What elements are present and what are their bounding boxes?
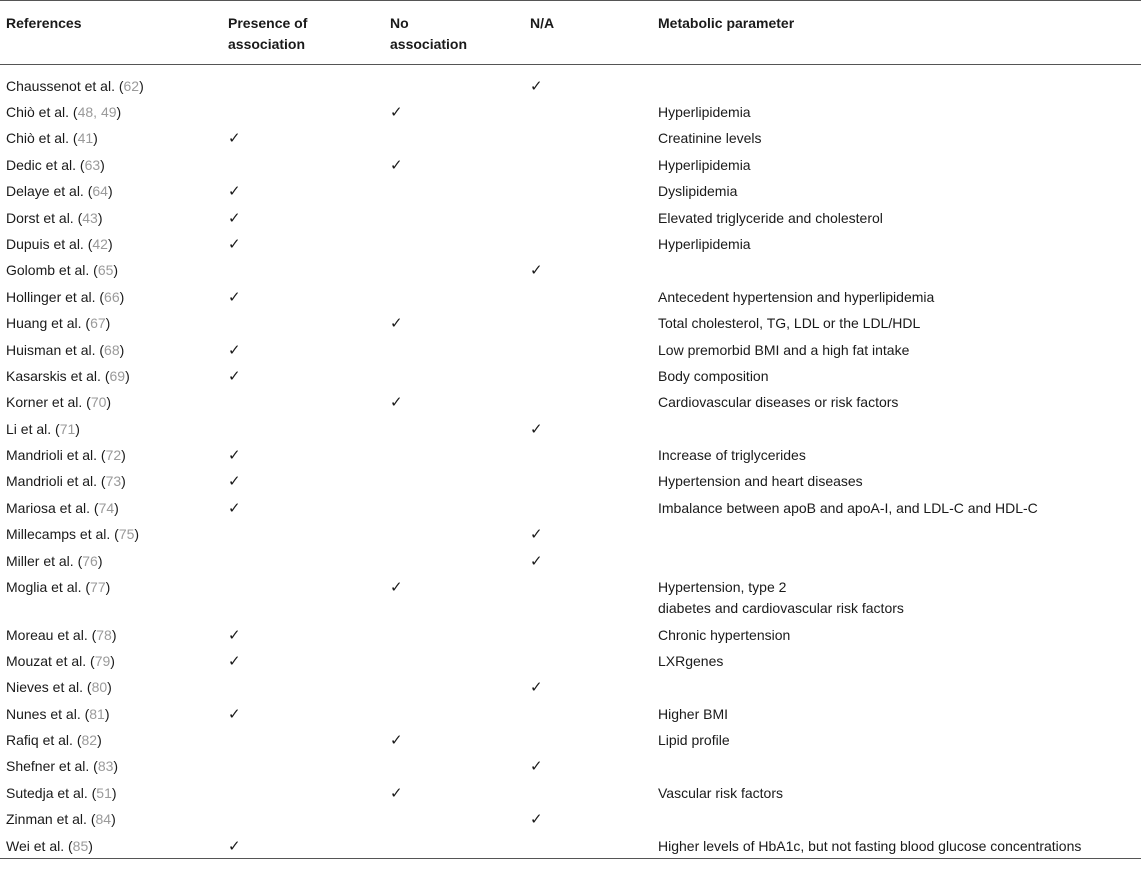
reference-author: Golomb et al. ( — [6, 262, 98, 279]
presence-of-association-cell — [222, 805, 384, 831]
reference-citation-link[interactable]: 67 — [90, 315, 106, 332]
reference-cell — [0, 832, 222, 859]
checkmark-icon: ✓ — [228, 446, 241, 465]
checkmark-icon: ✓ — [228, 340, 241, 359]
metabolic-parameter-cell: Increase of triglycerides — [658, 447, 806, 464]
checkmark-icon: ✓ — [228, 472, 241, 491]
reference-cell — [0, 309, 222, 335]
na-cell — [524, 726, 652, 752]
no-association-cell — [384, 520, 524, 546]
reference-author: Wei et al. ( — [6, 837, 73, 854]
no-association-cell — [384, 177, 524, 203]
presence-of-association-cell — [222, 700, 384, 726]
metabolic-parameter-cell: Hypertension and heart diseases — [658, 473, 863, 490]
reference-citation-link[interactable]: 66 — [104, 288, 120, 305]
metabolic-parameter-cell: Low premorbid BMI and a high fat intake — [658, 341, 910, 358]
reference-closing-paren: ) — [97, 552, 103, 569]
table-row — [0, 151, 1141, 177]
reference-cell — [0, 547, 222, 573]
table-row — [0, 283, 1141, 309]
table-row — [0, 700, 1141, 726]
reference-citation-link[interactable]: 83 — [97, 758, 114, 775]
checkmark-icon: ✓ — [390, 103, 403, 121]
checkmark-icon: ✓ — [228, 498, 241, 517]
table-row — [0, 647, 1141, 673]
na-cell — [524, 230, 652, 256]
presence-of-association-cell — [222, 779, 384, 805]
reference-author: Dorst et al. ( — [6, 209, 83, 226]
metabolic-parameter-cell: Total cholesterol, TG, LDL or the LDL/HDL — [658, 315, 921, 332]
checkmark-icon: ✓ — [228, 129, 241, 148]
metabolic-parameter-cell: LXRgenes — [658, 652, 724, 669]
metabolic-parameter-cell: Chronic hypertension — [658, 626, 791, 643]
no-association-cell — [384, 283, 524, 309]
metabolic-parameter-cell: Antecedent hypertension and hyperlipidemia — [658, 288, 935, 305]
reference-cell — [0, 336, 222, 362]
reference-author: Rafiq et al. ( — [6, 732, 82, 749]
na-cell — [524, 673, 652, 699]
metabolic-parameter-cell — [652, 805, 1141, 831]
reference-closing-paren: ) — [97, 732, 102, 749]
reference-author: Chiò et al. ( — [6, 104, 78, 120]
reference-cell — [0, 256, 222, 282]
reference-closing-paren: ) — [113, 262, 119, 279]
reference-author: Chaussenot et al. ( — [6, 78, 124, 94]
no-association-cell — [384, 467, 524, 493]
table-row — [0, 230, 1141, 256]
reference-citation-link[interactable]: 68 — [104, 341, 120, 358]
na-cell — [524, 832, 652, 859]
checkmark-icon: ✓ — [390, 731, 403, 750]
metabolic-parameter-cell: Lipid profile — [658, 732, 730, 749]
metabolic-parameter-cell — [652, 256, 1141, 282]
reference-author: Miller et al. ( — [6, 552, 83, 569]
na-cell — [524, 336, 652, 362]
reference-cell — [0, 177, 222, 203]
reference-cell — [0, 673, 222, 699]
reference-closing-paren: ) — [119, 341, 125, 358]
no-association-cell — [384, 752, 524, 778]
checkmark-icon: ✓ — [530, 757, 543, 776]
reference-closing-paren: ) — [134, 526, 140, 543]
reference-cell — [0, 98, 222, 124]
reference-closing-paren: ) — [111, 784, 117, 801]
no-association-cell — [384, 547, 524, 573]
presence-of-association-cell — [222, 752, 384, 778]
checkmark-icon: ✓ — [228, 208, 241, 227]
table-row — [0, 832, 1141, 859]
presence-of-association-cell — [222, 494, 384, 520]
na-cell — [524, 309, 652, 335]
no-association-cell — [384, 832, 524, 859]
reference-cell — [0, 726, 222, 752]
reference-author: Li et al. ( — [6, 420, 60, 437]
reference-cell — [0, 520, 222, 546]
na-cell — [524, 779, 652, 805]
reference-cell — [0, 467, 222, 493]
na-cell — [524, 573, 652, 621]
no-association-cell — [384, 256, 524, 282]
no-association-cell — [384, 336, 524, 362]
presence-of-association-cell — [222, 832, 384, 859]
reference-closing-paren: ) — [88, 837, 93, 854]
reference-closing-paren: ) — [116, 104, 122, 120]
no-association-cell — [384, 362, 524, 388]
checkmark-icon: ✓ — [530, 810, 543, 829]
na-cell — [524, 256, 652, 282]
reference-closing-paren: ) — [105, 579, 111, 596]
header-na: N/A — [530, 15, 555, 31]
reference-citation-link[interactable]: 63 — [84, 156, 101, 173]
reference-cell — [0, 752, 222, 778]
reference-citation-link[interactable]: 48, 49 — [77, 104, 117, 120]
reference-closing-paren: ) — [97, 209, 103, 226]
na-cell — [524, 388, 652, 414]
reference-citation-link[interactable]: 65 — [97, 262, 114, 279]
reference-citation-link[interactable]: 75 — [118, 526, 135, 543]
presence-of-association-cell — [222, 336, 384, 362]
reference-citation-link[interactable]: 84 — [95, 811, 112, 828]
na-cell — [524, 621, 652, 647]
table-row — [0, 494, 1141, 520]
reference-cell — [0, 573, 222, 621]
na-cell — [524, 752, 652, 778]
header-row — [0, 1, 1141, 65]
table-row — [0, 467, 1141, 493]
checkmark-icon: ✓ — [390, 393, 403, 412]
reference-author: Nunes et al. ( — [6, 705, 90, 722]
reference-citation-link[interactable]: 69 — [109, 367, 126, 384]
presence-of-association-cell — [222, 415, 384, 441]
reference-closing-paren: ) — [75, 420, 80, 437]
checkmark-icon: ✓ — [228, 651, 241, 670]
presence-of-association-cell — [222, 520, 384, 546]
table-row — [0, 177, 1141, 203]
reference-citation-link[interactable]: 82 — [81, 732, 98, 749]
checkmark-icon: ✓ — [530, 261, 543, 280]
reference-closing-paren: ) — [121, 473, 126, 490]
checkmark-icon: ✓ — [530, 678, 543, 697]
no-association-cell — [384, 204, 524, 230]
table-header — [0, 1, 1141, 65]
reference-citation-link[interactable]: 42 — [92, 235, 108, 252]
no-association-cell — [384, 98, 524, 124]
reference-closing-paren: ) — [113, 758, 119, 775]
header-presence-of-association: Presence of association — [228, 15, 308, 52]
no-association-cell — [384, 230, 524, 256]
reference-citation-link[interactable]: 73 — [105, 473, 122, 490]
presence-of-association-cell — [222, 177, 384, 203]
table-row — [0, 256, 1141, 282]
reference-citation-link[interactable]: 51 — [96, 784, 112, 801]
table-row — [0, 441, 1141, 467]
no-association-cell — [384, 726, 524, 752]
metabolic-parameter-cell — [652, 520, 1141, 546]
table-row — [0, 673, 1141, 699]
na-cell — [524, 520, 652, 546]
reference-citation-link[interactable]: 43 — [82, 209, 98, 226]
reference-author: Chiò et al. ( — [6, 130, 78, 147]
metabolic-parameter-cell — [652, 752, 1141, 778]
presence-of-association-cell — [222, 647, 384, 673]
no-association-cell — [384, 151, 524, 177]
reference-author: Mandrioli et al. ( — [6, 473, 106, 490]
checkmark-icon: ✓ — [228, 836, 241, 855]
presence-of-association-cell — [222, 309, 384, 335]
na-cell — [524, 177, 652, 203]
reference-closing-paren: ) — [104, 705, 110, 722]
reference-closing-paren: ) — [107, 679, 112, 696]
reference-author: Huisman et al. ( — [6, 341, 105, 358]
no-association-cell — [384, 415, 524, 441]
no-association-cell — [384, 65, 524, 99]
metabolic-parameter-cell: Imbalance between apoB and apoA-I, and LDL-C and HDL-C — [658, 499, 1038, 516]
metabolic-parameter-cell — [652, 673, 1141, 699]
reference-author: Dupuis et al. ( — [6, 235, 93, 252]
reference-closing-paren: ) — [111, 811, 116, 828]
reference-cell — [0, 230, 222, 256]
presence-of-association-cell — [222, 362, 384, 388]
na-cell — [524, 441, 652, 467]
checkmark-icon: ✓ — [390, 578, 403, 597]
metabolic-parameter-cell: Elevated triglyceride and cholesterol — [658, 209, 883, 226]
checkmark-icon: ✓ — [228, 704, 241, 723]
table-row — [0, 621, 1141, 647]
reference-author: Hollinger et al. ( — [6, 288, 105, 305]
na-cell — [524, 204, 652, 230]
reference-cell — [0, 151, 222, 177]
reference-author: Mandrioli et al. ( — [6, 447, 106, 464]
table-row — [0, 752, 1141, 778]
presence-of-association-cell — [222, 204, 384, 230]
no-association-cell — [384, 388, 524, 414]
na-cell — [524, 805, 652, 831]
reference-cell — [0, 494, 222, 520]
checkmark-icon: ✓ — [228, 366, 241, 385]
reference-author: Zinman et al. ( — [6, 811, 96, 828]
table-body — [0, 65, 1141, 859]
presence-of-association-cell — [222, 388, 384, 414]
metabolic-parameter-cell: Vascular risk factors — [658, 784, 783, 801]
reference-cell — [0, 779, 222, 805]
reference-cell — [0, 65, 222, 99]
checkmark-icon: ✓ — [228, 625, 241, 644]
no-association-cell — [384, 573, 524, 621]
reference-author: Mouzat et al. ( — [6, 652, 95, 669]
metabolic-parameter-cell: Hypertension, type 2 diabetes and cardiovascular risk factors — [658, 579, 904, 617]
checkmark-icon: ✓ — [530, 525, 543, 544]
metabolic-parameter-cell: Creatinine levels — [658, 130, 762, 147]
presence-of-association-cell — [222, 621, 384, 647]
presence-of-association-cell — [222, 65, 384, 99]
table-row — [0, 520, 1141, 546]
reference-citation-link[interactable]: 70 — [90, 394, 107, 411]
no-association-cell — [384, 805, 524, 831]
no-association-cell — [384, 700, 524, 726]
table-row — [0, 547, 1141, 573]
reference-cell — [0, 647, 222, 673]
metabolic-parameter-cell: Body composition — [658, 367, 769, 384]
reference-closing-paren: ) — [114, 499, 119, 516]
reference-closing-paren: ) — [106, 394, 112, 411]
table-row — [0, 388, 1141, 414]
reference-cell — [0, 124, 222, 150]
reference-closing-paren: ) — [107, 183, 113, 200]
table-row — [0, 362, 1141, 388]
na-cell — [524, 467, 652, 493]
reference-closing-paren: ) — [93, 130, 98, 147]
presence-of-association-cell — [222, 441, 384, 467]
presence-of-association-cell — [222, 547, 384, 573]
metabolic-parameter-cell: Hyperlipidemia — [658, 235, 751, 252]
table-row — [0, 415, 1141, 441]
metabolic-parameter-cell: Higher BMI — [658, 705, 729, 722]
reference-closing-paren: ) — [125, 367, 130, 384]
reference-citation-link[interactable]: 41 — [77, 130, 94, 147]
table-row — [0, 309, 1141, 335]
reference-cell — [0, 441, 222, 467]
reference-author: Moreau et al. ( — [6, 626, 97, 643]
checkmark-icon: ✓ — [228, 182, 241, 201]
reference-closing-paren: ) — [107, 235, 113, 252]
table-row — [0, 98, 1141, 124]
checkmark-icon: ✓ — [390, 155, 403, 174]
no-association-cell — [384, 124, 524, 150]
presence-of-association-cell — [222, 726, 384, 752]
no-association-cell — [384, 647, 524, 673]
reference-closing-paren: ) — [119, 288, 125, 305]
na-cell — [524, 362, 652, 388]
header-no-association: No association — [390, 15, 468, 52]
reference-author: Moglia et al. ( — [6, 579, 91, 596]
checkmark-icon: ✓ — [390, 314, 403, 333]
metabolic-parameter-cell: Hyperlipidemia — [658, 104, 751, 120]
metabolic-parameter-cell — [652, 547, 1141, 573]
reference-closing-paren: ) — [111, 626, 117, 643]
header-metabolic-parameter: Metabolic parameter — [658, 15, 795, 31]
reference-closing-paren: ) — [139, 78, 144, 94]
na-cell — [524, 700, 652, 726]
na-cell — [524, 547, 652, 573]
na-cell — [524, 415, 652, 441]
reference-citation-link[interactable]: 81 — [89, 705, 105, 722]
reference-citation-link[interactable]: 74 — [98, 499, 115, 516]
presence-of-association-cell — [222, 467, 384, 493]
presence-of-association-cell — [222, 673, 384, 699]
reference-cell — [0, 283, 222, 309]
presence-of-association-cell — [222, 573, 384, 621]
reference-citation-link[interactable]: 85 — [72, 837, 89, 854]
no-association-cell — [384, 441, 524, 467]
na-cell — [524, 647, 652, 673]
reference-cell — [0, 700, 222, 726]
presence-of-association-cell — [222, 256, 384, 282]
presence-of-association-cell — [222, 98, 384, 124]
reference-closing-paren: ) — [110, 652, 115, 669]
checkmark-icon: ✓ — [530, 77, 543, 95]
presence-of-association-cell — [222, 151, 384, 177]
checkmark-icon: ✓ — [228, 234, 241, 253]
presence-of-association-cell — [222, 230, 384, 256]
metabolic-parameter-cell: Dyslipidemia — [658, 183, 738, 200]
metabolic-parameter-cell: Cardiovascular diseases or risk factors — [658, 394, 899, 411]
reference-citation-link[interactable]: 77 — [90, 579, 106, 596]
reference-citation-link[interactable]: 64 — [92, 183, 108, 200]
reference-author: Shefner et al. ( — [6, 758, 98, 775]
reference-closing-paren: ) — [105, 315, 111, 332]
metabolic-parameter-cell — [652, 415, 1141, 441]
reference-citation-link[interactable]: 71 — [59, 420, 76, 437]
reference-cell — [0, 388, 222, 414]
checkmark-icon: ✓ — [228, 287, 241, 306]
reference-author: Dedic et al. ( — [6, 156, 85, 173]
reference-cell — [0, 204, 222, 230]
checkmark-icon: ✓ — [530, 419, 543, 438]
reference-citation-link[interactable]: 78 — [96, 626, 112, 643]
presence-of-association-cell — [222, 124, 384, 150]
reference-citation-link[interactable]: 72 — [105, 447, 122, 464]
table-row — [0, 805, 1141, 831]
table-row — [0, 726, 1141, 752]
table-row — [0, 573, 1141, 621]
table-row — [0, 124, 1141, 150]
na-cell — [524, 494, 652, 520]
checkmark-icon: ✓ — [390, 783, 403, 802]
metabolic-parameter-cell — [652, 65, 1141, 99]
reference-author: Mariosa et al. ( — [6, 499, 99, 516]
reference-cell — [0, 362, 222, 388]
table-row — [0, 336, 1141, 362]
metabolic-parameter-cell: Higher levels of HbA1c, but not fasting blood glucose concentrations — [658, 837, 1082, 854]
presence-of-association-cell — [222, 283, 384, 309]
na-cell — [524, 98, 652, 124]
reference-closing-paren: ) — [121, 447, 126, 464]
na-cell — [524, 65, 652, 99]
metabolic-parameter-cell: Hyperlipidemia — [658, 156, 751, 173]
no-association-cell — [384, 673, 524, 699]
no-association-cell — [384, 779, 524, 805]
reference-closing-paren: ) — [100, 156, 105, 173]
na-cell — [524, 283, 652, 309]
no-association-cell — [384, 621, 524, 647]
reference-cell — [0, 805, 222, 831]
reference-citation-link[interactable]: 79 — [94, 652, 111, 669]
reference-cell — [0, 415, 222, 441]
reference-citation-link[interactable]: 76 — [82, 552, 98, 569]
no-association-cell — [384, 494, 524, 520]
reference-author: Sutedja et al. ( — [6, 784, 97, 801]
reference-author: Korner et al. ( — [6, 394, 91, 411]
reference-author: Huang et al. ( — [6, 315, 91, 332]
reference-author: Kasarskis et al. ( — [6, 367, 110, 384]
reference-author: Millecamps et al. ( — [6, 526, 119, 543]
header-references: References — [6, 15, 82, 31]
reference-citation-link[interactable]: 62 — [123, 78, 140, 94]
table-row — [0, 204, 1141, 230]
no-association-cell — [384, 309, 524, 335]
reference-cell — [0, 621, 222, 647]
table-row — [0, 65, 1141, 99]
reference-citation-link[interactable]: 80 — [91, 679, 108, 696]
reference-author: Delaye et al. ( — [6, 183, 93, 200]
na-cell — [524, 151, 652, 177]
checkmark-icon: ✓ — [530, 551, 543, 570]
table-row — [0, 779, 1141, 805]
na-cell — [524, 124, 652, 150]
reference-author: Nieves et al. ( — [6, 679, 92, 696]
